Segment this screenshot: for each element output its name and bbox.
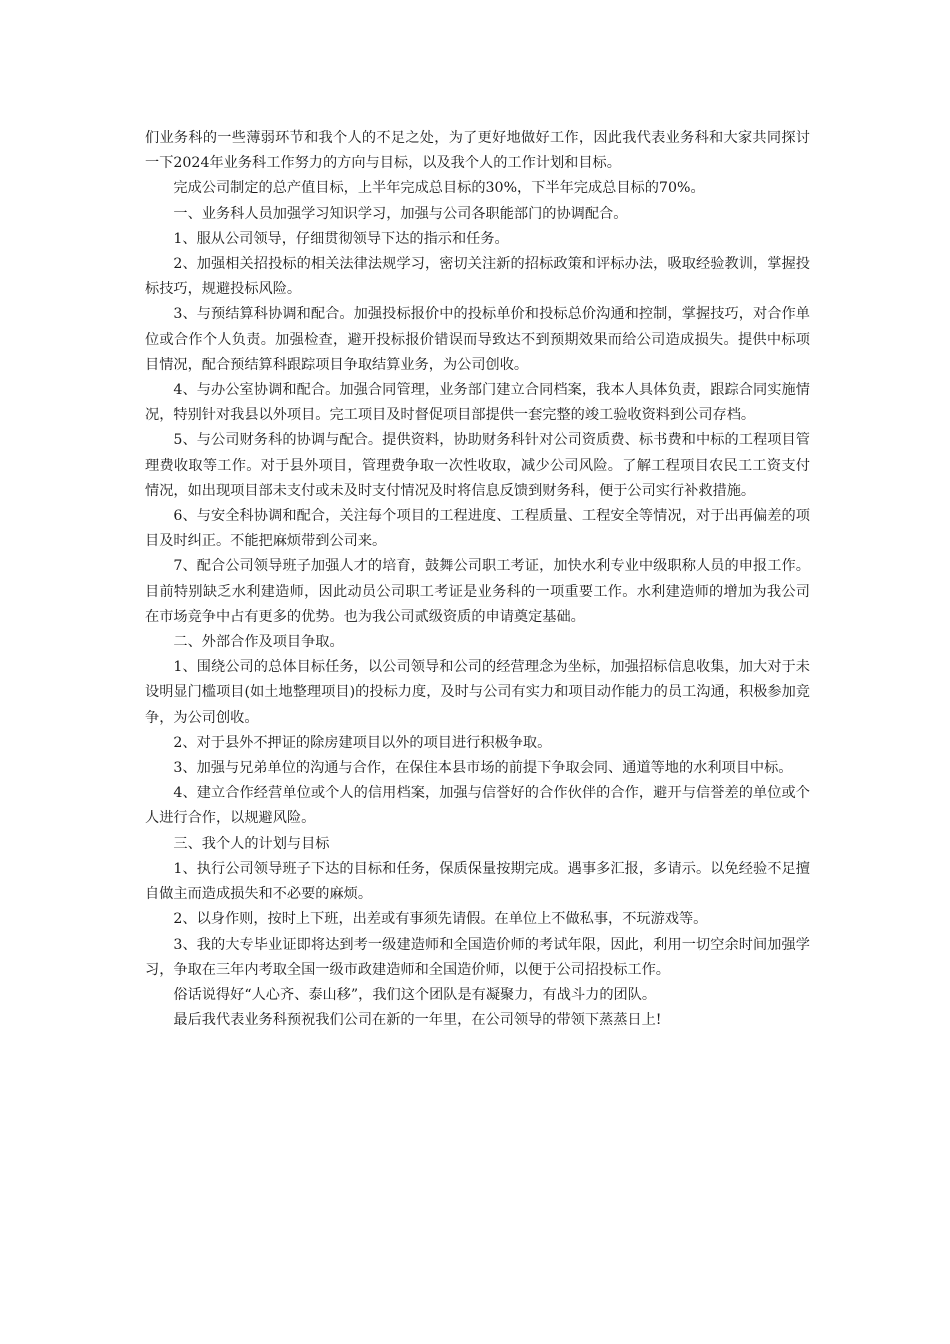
paragraph-5: 3、与预结算科协调和配合。加强投标报价中的投标单价和投标总价沟通和控制，掌握技巧，对合作单位或合作个人负责。加强检查，避开投标报价错误而导致达不到预期效果而给公司造成损失。提供中标项目情况，配合预结算科跟踪项目争取结算业务，为公司创收。 [145, 306, 810, 373]
paragraph-18: 3、我的大专毕业证即将达到考一级建造师和全国造价师的考试年限，因此，利用一切空余时间加强学习，争取在三年内考取全国一级市政建造师和全国造价师，以便于公司招投标工作。 [145, 936, 810, 978]
paragraph-4: 2、加强相关招投标的相关法律法规学习，密切关注新的招标政策和评标办法，吸取经验教训，掌握投标技巧，规避投标风险。 [145, 256, 810, 298]
document-body [145, 126, 810, 1033]
paragraph-9: 7、配合公司领导班子加强人才的培育，鼓舞公司职工考证，加快水利专业中级职称人员的申报工作。目前特别缺乏水利建造师，因此动员公司职工考证是业务科的一项重要工作。水利建造师的增加为我公司在市场竞争中占有更多的优势。也为我公司贰级资质的申请奠定基础。 [145, 558, 810, 625]
paragraph-1: 完成公司制定的总产值目标，上半年完成总目标的30%，下半年完成总目标的70%。 [173, 180, 705, 197]
closing-paragraph: 最后我代表业务科预祝我们公司在新的一年里，在公司领导的带领下蒸蒸日上! [173, 1012, 662, 1029]
paragraph-6: 4、与办公室协调和配合。加强合同管理，业务部门建立合同档案，我本人具体负责，跟踪合同实施情况，特别针对我县以外项目。完工项目及时督促项目部提供一套完整的竣工验收资料到公司存档。 [145, 382, 810, 424]
paragraph-16: 1、执行公司领导班子下达的目标和任务，保质保量按期完成。遇事多汇报，多请示。以免经验不足擅自做主而造成损失和不必要的麻烦。 [145, 860, 810, 903]
paragraph-0: 们业务科的一些薄弱环节和我个人的不足之处，为了更好地做好工作，因此我代表业务科和大家共同探讨一下2024年业务科工作努力的方向与目标，以及我个人的工作计划和目标。 [145, 130, 810, 172]
paragraph-7: 5、与公司财务科的协调与配合。提供资料，协助财务科针对公司资质费、标书费和中标的工程项目管理费收取等工作。对于县外项目，管理费争取一次性收取，减少公司风险。了解工程项目农民工工资支付情况，如出现项目部未支付或未及时支付情况及时将信息反馈到财务科，便于公司实行补救措施。 [145, 432, 810, 499]
paragraph-14: 4、建立合作经营单位或个人的信用档案，加强与信誉好的合作伙伴的合作，避开与信誉差的单位或个人进行合作，以规避风险。 [145, 785, 810, 827]
paragraph-3: 1、服从公司领导，仔细贯彻领导下达的指示和任务。 [173, 230, 509, 247]
paragraph-17: 2、以身作则，按时上下班，出差或有事须先请假。在单位上不做私事，不玩游戏等。 [173, 911, 708, 928]
section-heading-3: 三、我个人的计划与目标 [173, 835, 330, 852]
section-heading-1: 一、业务科人员加强学习知识学习，加强与公司各职能部门的协调配合。 [173, 205, 628, 222]
paragraph-13: 3、加强与兄弟单位的沟通与合作，在保住本县市场的前提下争取会同、通道等地的水利项目中标。 [173, 760, 793, 777]
section-heading-2: 二、外部合作及项目争取。 [173, 634, 344, 651]
paragraph-12: 2、对于县外不押证的除房建项目以外的项目进行积极争取。 [173, 734, 552, 751]
paragraph-11: 1、围绕公司的总体目标任务，以公司领导和公司的经营理念为坐标，加强招标信息收集，加大对于未设明显门槛项目(如土地整理项目)的投标力度，及时与公司有实力和项目动作能力的员工沟通，积极参加竞争，为公司创收。 [145, 659, 810, 726]
paragraph-19: 俗话说得好“人心齐、泰山移”，我们这个团队是有凝聚力，有战斗力的团队。 [173, 986, 657, 1003]
paragraph-8: 6、与安全科协调和配合，关注每个项目的工程进度、工程质量、工程安全等情况，对于出再偏差的项目及时纠正。不能把麻烦带到公司来。 [145, 508, 810, 550]
